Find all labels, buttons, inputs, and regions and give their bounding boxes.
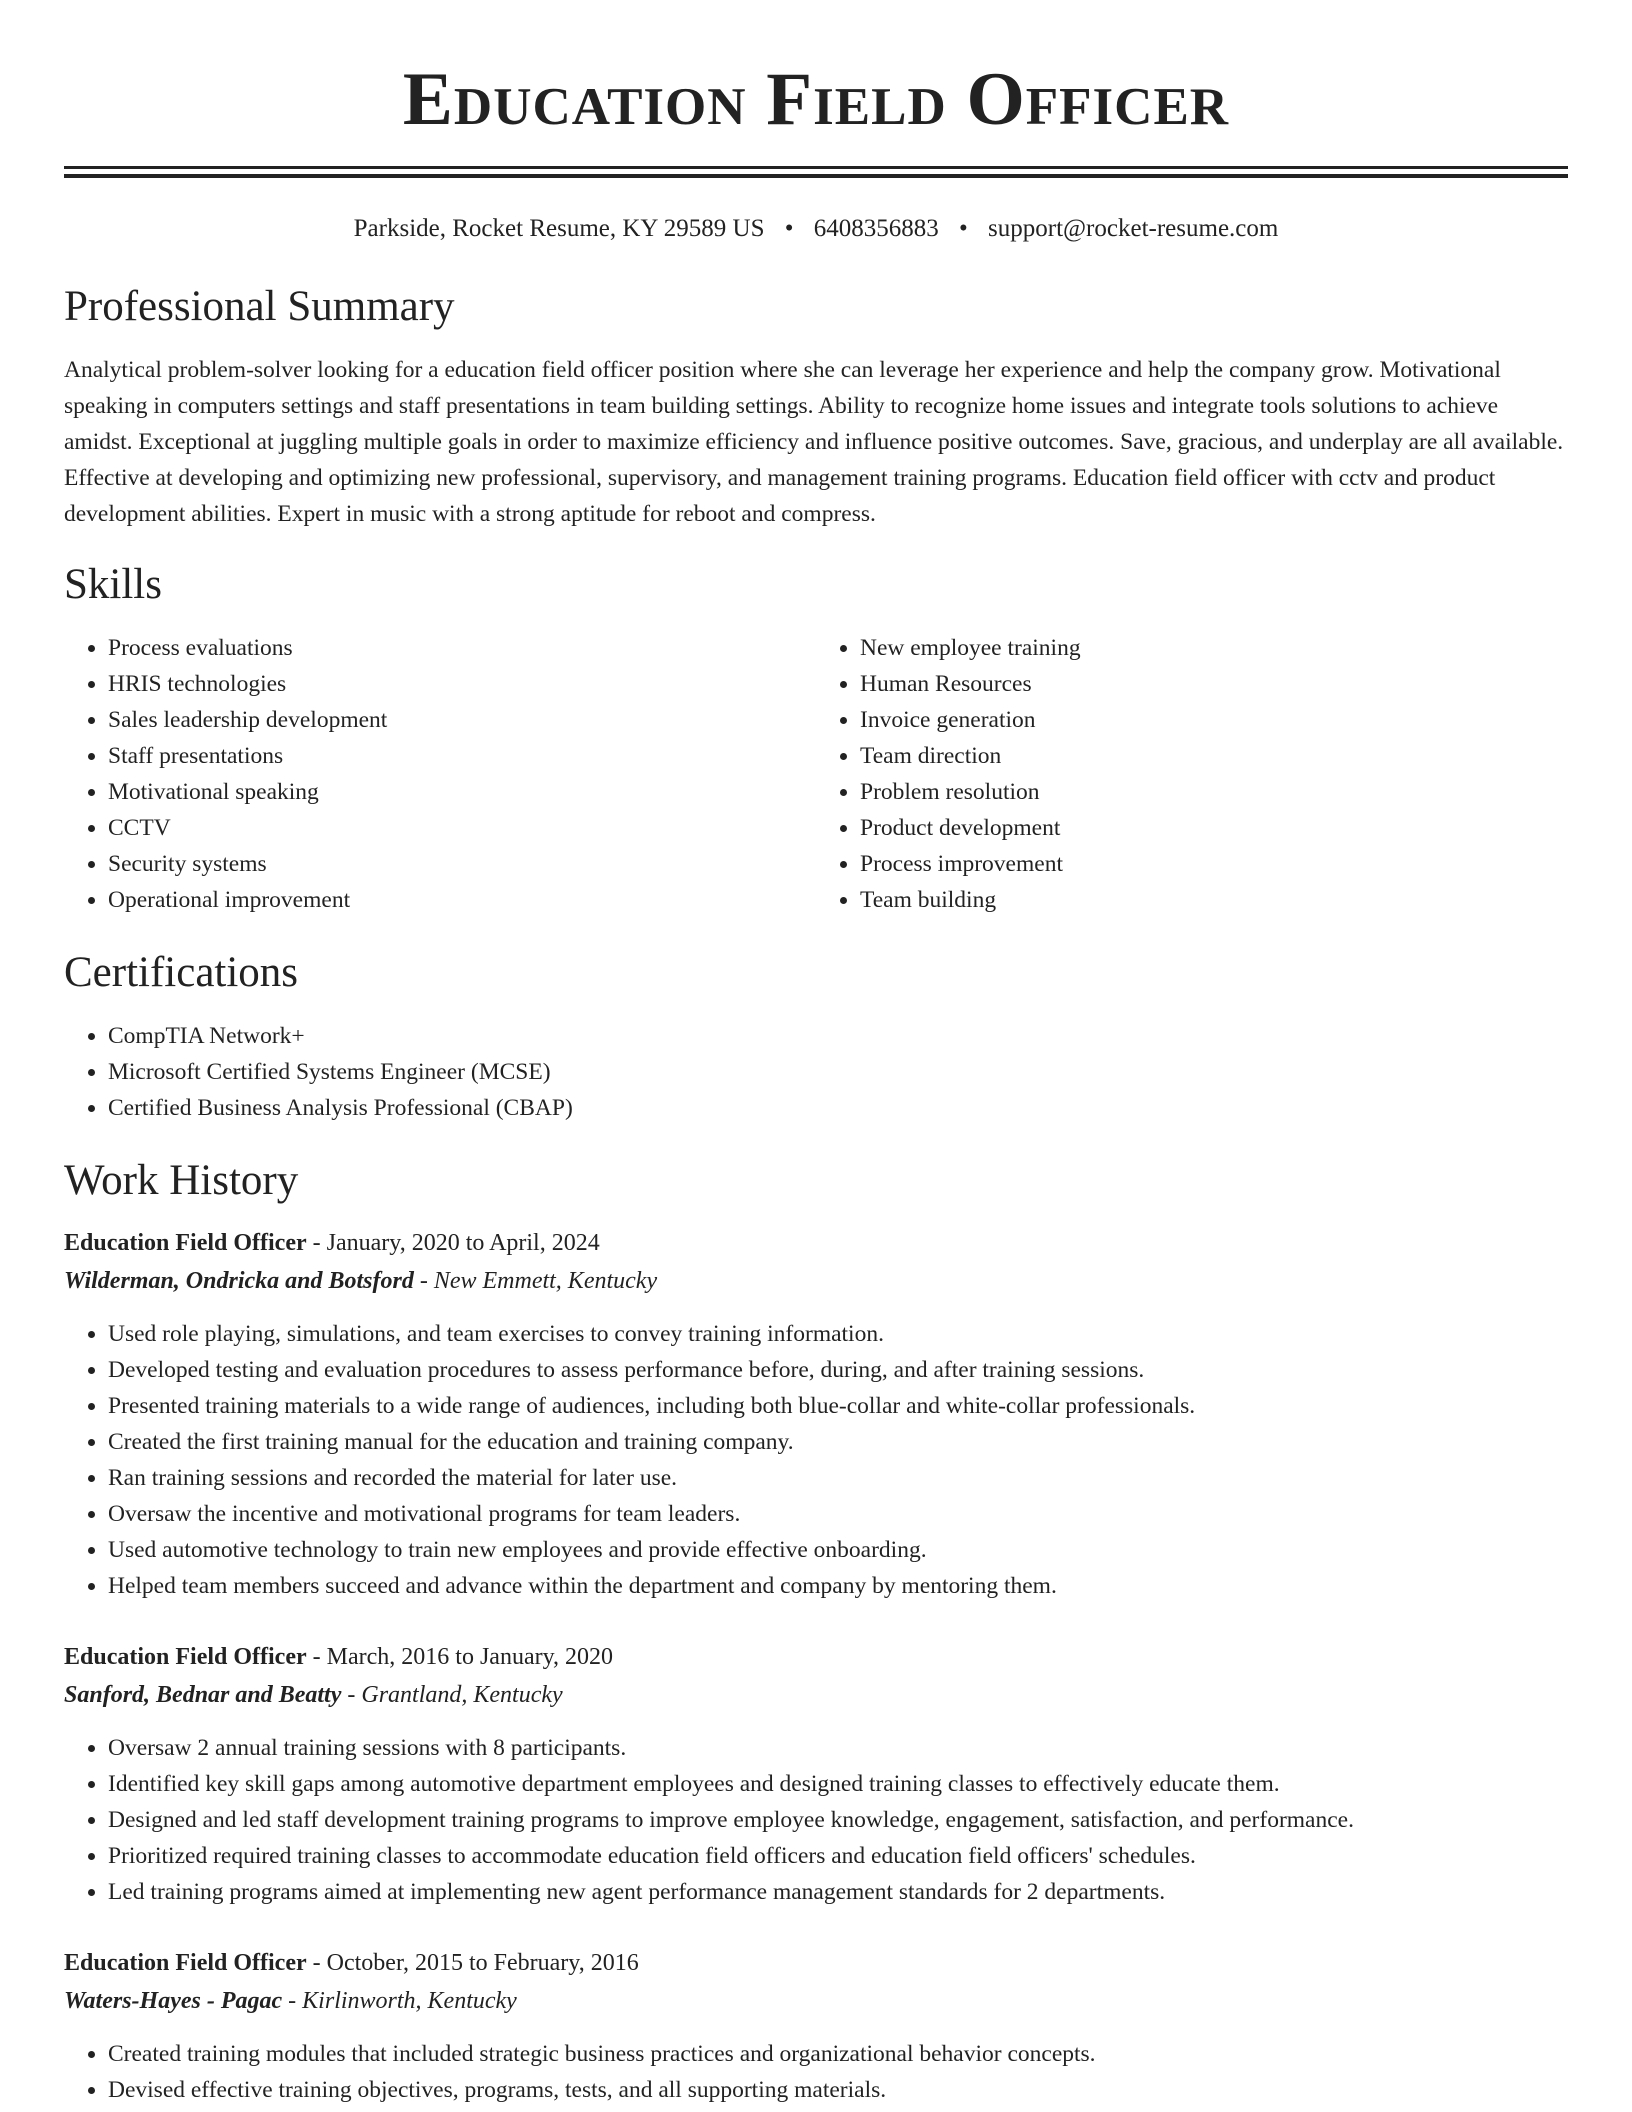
job-entry — [64, 1944, 1568, 2108]
job-bullets — [64, 2036, 1568, 2108]
skills-list-right — [816, 630, 1568, 918]
certification-item: • Microsoft Certified Systems Engineer (MCSE) — [108, 1054, 1568, 1090]
job-dates: October, 2015 to February, 2016 — [326, 1950, 639, 1976]
skill-item: • CCTV — [108, 810, 816, 846]
skill-item: • Invoice generation — [860, 702, 1568, 738]
skill-item: • Team direction — [860, 738, 1568, 774]
job-location: New Emmett, Kentucky — [433, 1268, 658, 1294]
job-bullet: • Designed and led staff development training programs to improve employee knowledge, engagement, satisfaction, and performance. — [108, 1802, 1568, 1838]
job-bullet: • Oversaw 2 annual training sessions with 8 participants. — [108, 1730, 1568, 1766]
job-title-line — [64, 1224, 1568, 1262]
skill-item: • Process improvement — [860, 846, 1568, 882]
job-location: Grantland, Kentucky — [361, 1682, 563, 1708]
job-company-line — [64, 1676, 1568, 1714]
job-entry — [64, 1638, 1568, 1910]
job-bullet: • Created training modules that included strategic business practices and organizational behavior concepts. — [108, 2036, 1568, 2072]
contact-separator: • — [959, 215, 968, 242]
job-entry — [64, 1224, 1568, 1604]
skills-columns — [64, 630, 1568, 918]
skill-item: • Staff presentations — [108, 738, 816, 774]
job-title-line — [64, 1944, 1568, 1982]
skill-item: • Product development — [860, 810, 1568, 846]
skill-item: • Team building — [860, 882, 1568, 918]
job-bullets — [64, 1730, 1568, 1910]
skill-item: • Motivational speaking — [108, 774, 816, 810]
job-location: Kirlinworth, Kentucky — [302, 1988, 517, 2014]
skill-item: • Human Resources — [860, 666, 1568, 702]
certification-item: • Certified Business Analysis Professional (CBAP) — [108, 1090, 1568, 1126]
job-bullet: • Developed testing and evaluation procedures to assess performance before, during, and after training sessions. — [108, 1352, 1568, 1388]
certifications-list — [64, 1018, 1568, 1126]
job-dates: March, 2016 to January, 2020 — [326, 1644, 614, 1670]
job-dash: - — [306, 1230, 327, 1256]
skill-item: • Problem resolution — [860, 774, 1568, 810]
title-double-rule — [64, 166, 1568, 178]
job-bullet: • Created the first training manual for the education and training company. — [108, 1424, 1568, 1460]
certification-item: • CompTIA Network+ — [108, 1018, 1568, 1054]
skill-item: • New employee training — [860, 630, 1568, 666]
summary-text: Analytical problem-solver looking for a education field officer position where she can leverage her experience and help the company grow. Motivational speaking in computers settings and staff presentations in team building settings. Ability to recognize home issues and integrate tools solutions to achieve amidst. Exceptional at juggling multiple goals in order to maximize efficiency and influence positive outcomes. Save, gracious, and underplay are all available. Effective at developing and optimizing new professional, supervisory, and management training programs. Education field officer with cctv and product development abilities. Expert in music with a strong aptitude for reboot and compress. — [64, 357, 1564, 527]
job-company-line — [64, 1982, 1568, 2020]
job-bullet: • Devised effective training objectives, programs, tests, and all supporting materials. — [108, 2072, 1568, 2108]
job-title: Education Field Officer — [64, 1950, 307, 1976]
skill-item: • Process evaluations — [108, 630, 816, 666]
job-bullet: • Used role playing, simulations, and team exercises to convey training information. — [108, 1316, 1568, 1352]
job-bullet: • Helped team members succeed and advance within the department and company by mentoring them. — [108, 1568, 1568, 1604]
job-company: Sanford, Bednar and Beatty — [64, 1682, 342, 1708]
work-history-heading: Work History — [64, 1157, 299, 1204]
job-title: Education Field Officer — [64, 1644, 307, 1670]
skill-item: • Sales leadership development — [108, 702, 816, 738]
job-bullet: • Led training programs aimed at implementing new agent performance management standards for 2 departments. — [108, 1874, 1568, 1910]
job-bullet: • Oversaw the incentive and motivational programs for team leaders. — [108, 1496, 1568, 1532]
job-dash: - — [341, 1682, 362, 1708]
job-title-line — [64, 1638, 1568, 1676]
job-dash: - — [306, 1644, 327, 1670]
job-company: Wilderman, Ondricka and Botsford — [64, 1268, 414, 1294]
contact-separator: • — [784, 215, 794, 242]
job-bullet: • Used automotive technology to train new employees and provide effective onboarding. — [108, 1532, 1568, 1568]
job-dash: - — [306, 1950, 327, 1976]
contact-phone: 6408356883 — [813, 215, 939, 242]
job-company-line — [64, 1262, 1568, 1300]
job-bullets — [64, 1316, 1568, 1604]
skill-item: • Security systems — [108, 846, 816, 882]
resume-title: Education Field Officer — [402, 58, 1230, 141]
job-bullet: • Identified key skill gaps among automotive department employees and designed training classes to effectively educate them. — [108, 1766, 1568, 1802]
skills-list-left — [64, 630, 816, 918]
job-bullet: • Prioritized required training classes to accommodate education field officers and education field officers' schedules. — [108, 1838, 1568, 1874]
certifications-heading: Certifications — [64, 949, 299, 996]
job-bullet: • Presented training materials to a wide range of audiences, including both blue-collar and white-collar professionals. — [108, 1388, 1568, 1424]
job-title: Education Field Officer — [64, 1230, 307, 1256]
job-company: Waters-Hayes - Pagac — [64, 1988, 283, 2014]
job-bullet: • Ran training sessions and recorded the material for later use. — [108, 1460, 1568, 1496]
job-dash: - — [282, 1988, 303, 2014]
contact-email[interactable]: support@rocket-resume.com — [988, 215, 1279, 242]
skills-heading: Skills — [64, 561, 162, 608]
job-dash: - — [413, 1268, 434, 1294]
skill-item: • Operational improvement — [108, 882, 816, 918]
summary-heading: Professional Summary — [64, 283, 455, 330]
skill-item: • HRIS technologies — [108, 666, 816, 702]
contact-address: Parkside, Rocket Resume, KY 29589 US — [353, 215, 765, 242]
job-dates: January, 2020 to April, 2024 — [326, 1230, 600, 1256]
contact-line — [64, 214, 1568, 244]
